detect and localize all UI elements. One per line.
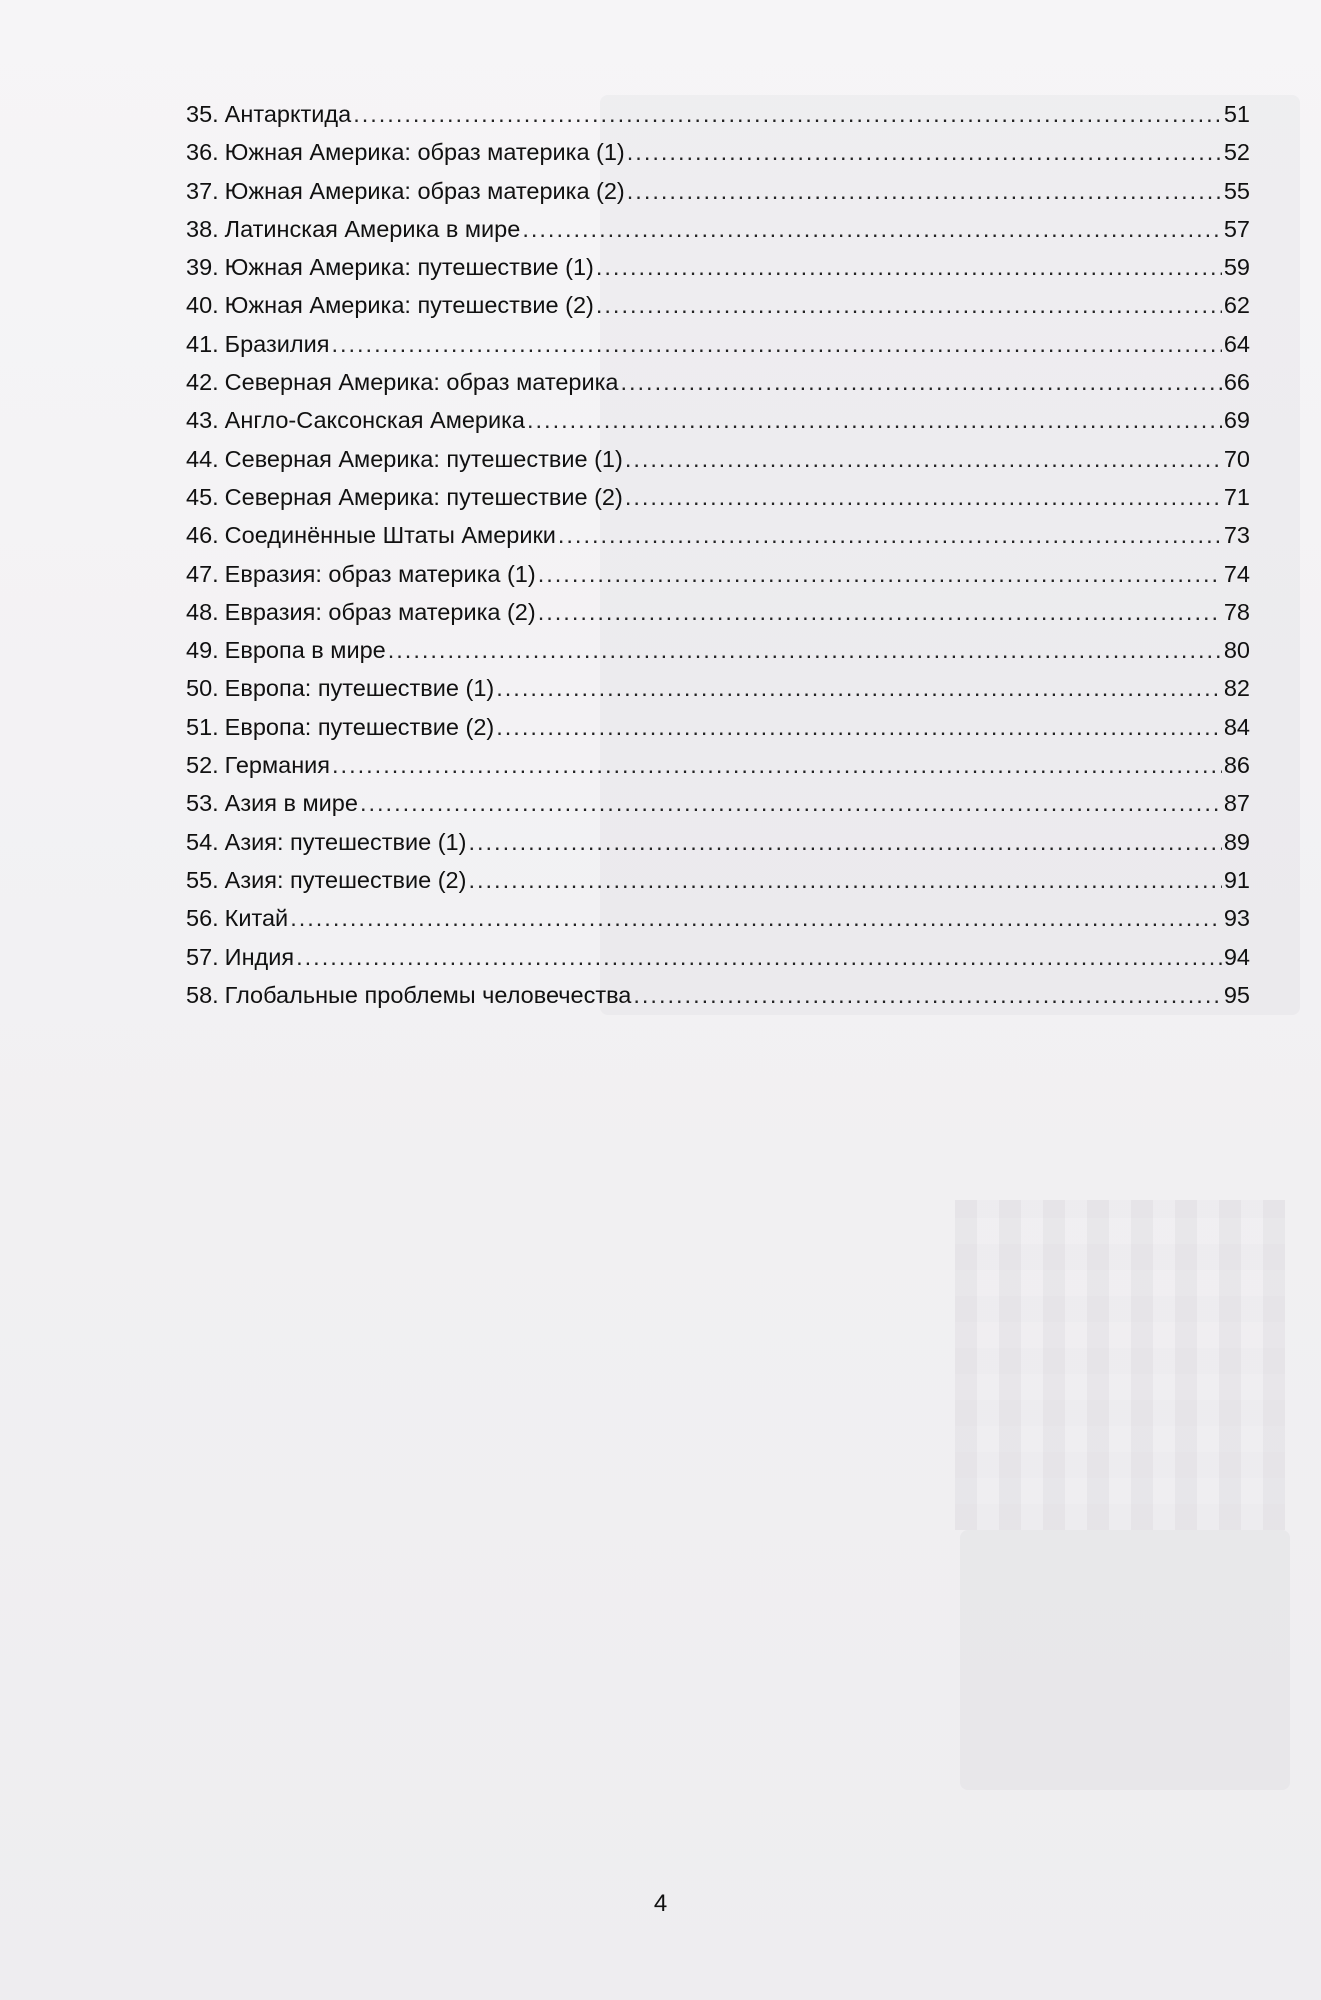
toc-entry <box>186 401 1250 439</box>
toc-entry-title: Германия <box>224 752 331 779</box>
toc-entry <box>186 286 1250 324</box>
toc-entry-number: 38. <box>186 215 219 242</box>
toc-entry <box>186 555 1250 593</box>
toc-entry-page: 87 <box>1223 790 1250 817</box>
toc-entry-number: 58. <box>186 981 219 1008</box>
toc-entry-title: Южная Америка: образ материка (1) <box>224 139 625 166</box>
toc-entry-number: 42. <box>186 369 219 396</box>
toc-entry <box>186 746 1250 784</box>
toc-entry <box>186 172 1250 210</box>
toc-dot-leader <box>538 555 1222 593</box>
toc-dot-leader <box>596 248 1222 286</box>
toc-entry-number: 51. <box>186 713 219 740</box>
toc-entry-page: 59 <box>1223 254 1250 281</box>
toc-entry-page: 55 <box>1223 177 1250 204</box>
toc-dot-leader <box>538 593 1222 631</box>
toc-entry-number: 46. <box>186 522 219 549</box>
toc-entry-title: Северная Америка: образ материка <box>224 369 619 396</box>
toc-entry-title: Евразия: образ материка (1) <box>224 560 536 587</box>
toc-entry <box>186 938 1250 976</box>
toc-entry-title: Южная Америка: образ материка (2) <box>224 177 625 204</box>
toc-entry-page: 84 <box>1223 713 1250 740</box>
toc-dot-leader <box>620 363 1221 401</box>
toc-entry <box>186 516 1250 554</box>
toc-entry-page: 62 <box>1223 292 1250 319</box>
toc-entry-number: 54. <box>186 828 219 855</box>
toc-entry-title: Европа: путешествие (2) <box>224 713 495 740</box>
toc-entry <box>186 669 1250 707</box>
toc-entry <box>186 440 1250 478</box>
toc-entry-title: Антарктида <box>224 101 352 127</box>
toc-dot-leader <box>332 746 1222 784</box>
toc-entry-title: Азия: путешествие (1) <box>224 828 467 855</box>
toc-dot-leader <box>388 631 1222 669</box>
toc-entry-number: 53. <box>186 790 219 817</box>
toc-entry <box>186 823 1250 861</box>
toc-dot-leader <box>360 784 1222 822</box>
toc-entry <box>186 210 1250 248</box>
toc-entry <box>186 95 1250 133</box>
toc-entry-number: 50. <box>186 675 219 702</box>
toc-entry <box>186 899 1250 937</box>
toc-entry-page: 71 <box>1223 483 1250 510</box>
toc-entry-page: 89 <box>1223 828 1250 855</box>
scan-artifact <box>955 1200 1285 1530</box>
toc-entry <box>186 631 1250 669</box>
toc-entry <box>186 133 1250 171</box>
toc-dot-leader <box>558 516 1222 554</box>
toc-dot-leader <box>633 976 1221 1014</box>
toc-entry-number: 36. <box>186 139 219 166</box>
toc-dot-leader <box>331 325 1221 363</box>
toc-entry-page: 95 <box>1223 981 1250 1008</box>
toc-dot-leader <box>468 861 1221 899</box>
toc-entry-title: Евразия: образ материка (2) <box>224 598 536 625</box>
toc-entry-title: Азия в мире <box>224 790 358 817</box>
toc-entry-number: 37. <box>186 177 219 204</box>
toc-entry-title: Глобальные проблемы человечества <box>224 981 632 1008</box>
toc-entry-number: 57. <box>186 943 219 970</box>
toc-entry-number: 52. <box>186 752 219 779</box>
toc-entry-title: Китай <box>224 905 289 932</box>
toc-entry-number: 45. <box>186 483 219 510</box>
toc-entry-title: Южная Америка: путешествие (1) <box>224 254 594 281</box>
toc-entry-number: 35. <box>186 101 219 127</box>
toc-entry <box>186 976 1250 1014</box>
toc-entry <box>186 478 1250 516</box>
toc-dot-leader <box>625 440 1222 478</box>
toc-entry-page: 78 <box>1223 598 1250 625</box>
toc-entry-number: 47. <box>186 560 219 587</box>
toc-entry-number: 40. <box>186 292 219 319</box>
toc-entry-title: Северная Америка: путешествие (1) <box>224 445 623 472</box>
table-of-contents <box>186 95 1250 1014</box>
toc-entry-page: 73 <box>1223 522 1250 549</box>
toc-dot-leader <box>468 823 1221 861</box>
toc-entry-number: 49. <box>186 637 219 664</box>
toc-entry-title: Латинская Америка в мире <box>224 215 521 242</box>
toc-dot-leader <box>627 172 1222 210</box>
toc-entry-page: 66 <box>1223 369 1250 396</box>
toc-entry-page: 51 <box>1223 101 1250 127</box>
toc-entry-page: 69 <box>1223 407 1250 434</box>
toc-entry <box>186 593 1250 631</box>
toc-entry-title: Европа в мире <box>224 637 386 664</box>
toc-entry-number: 43. <box>186 407 219 434</box>
toc-entry-number: 48. <box>186 598 219 625</box>
toc-entry-page: 64 <box>1223 330 1250 357</box>
toc-entry <box>186 861 1250 899</box>
toc-entry-page: 93 <box>1223 905 1250 932</box>
toc-entry-title: Бразилия <box>224 330 330 357</box>
toc-dot-leader <box>627 133 1222 171</box>
toc-entry-title: Англо-Саксонская Америка <box>224 407 525 434</box>
show-through-area <box>960 1530 1290 1790</box>
toc-entry <box>186 363 1250 401</box>
page-number: 4 <box>653 1890 668 1917</box>
toc-entry <box>186 248 1250 286</box>
toc-entry-page: 86 <box>1223 752 1250 779</box>
toc-entry-title: Соединённые Штаты Америки <box>224 522 556 549</box>
toc-entry <box>186 784 1250 822</box>
toc-dot-leader <box>596 286 1222 324</box>
toc-entry-title: Индия <box>224 943 295 970</box>
toc-entry-page: 57 <box>1223 215 1250 242</box>
toc-entry-number: 39. <box>186 254 219 281</box>
toc-entry-number: 44. <box>186 445 219 472</box>
toc-dot-leader <box>353 95 1222 133</box>
toc-entry-page: 82 <box>1223 675 1250 702</box>
toc-dot-leader <box>290 899 1222 937</box>
toc-entry-title: Европа: путешествие (1) <box>224 675 495 702</box>
toc-entry-title: Северная Америка: путешествие (2) <box>224 483 623 510</box>
toc-entry-title: Азия: путешествие (2) <box>224 866 467 893</box>
toc-entry-number: 55. <box>186 866 219 893</box>
toc-entry-page: 70 <box>1223 445 1250 472</box>
toc-entry-page: 80 <box>1223 637 1250 664</box>
toc-entry-number: 56. <box>186 905 219 932</box>
toc-entry <box>186 325 1250 363</box>
toc-dot-leader <box>527 401 1222 439</box>
toc-dot-leader <box>522 210 1222 248</box>
toc-entry-page: 91 <box>1223 866 1250 893</box>
toc-dot-leader <box>296 938 1222 976</box>
toc-dot-leader <box>496 708 1222 746</box>
toc-entry-number: 41. <box>186 330 219 357</box>
toc-entry-page: 52 <box>1223 139 1250 166</box>
toc-dot-leader <box>496 669 1222 707</box>
toc-entry-page: 94 <box>1223 943 1250 970</box>
toc-entry-page: 74 <box>1223 560 1250 587</box>
toc-entry-title: Южная Америка: путешествие (2) <box>224 292 594 319</box>
toc-dot-leader <box>625 478 1222 516</box>
toc-entry <box>186 708 1250 746</box>
